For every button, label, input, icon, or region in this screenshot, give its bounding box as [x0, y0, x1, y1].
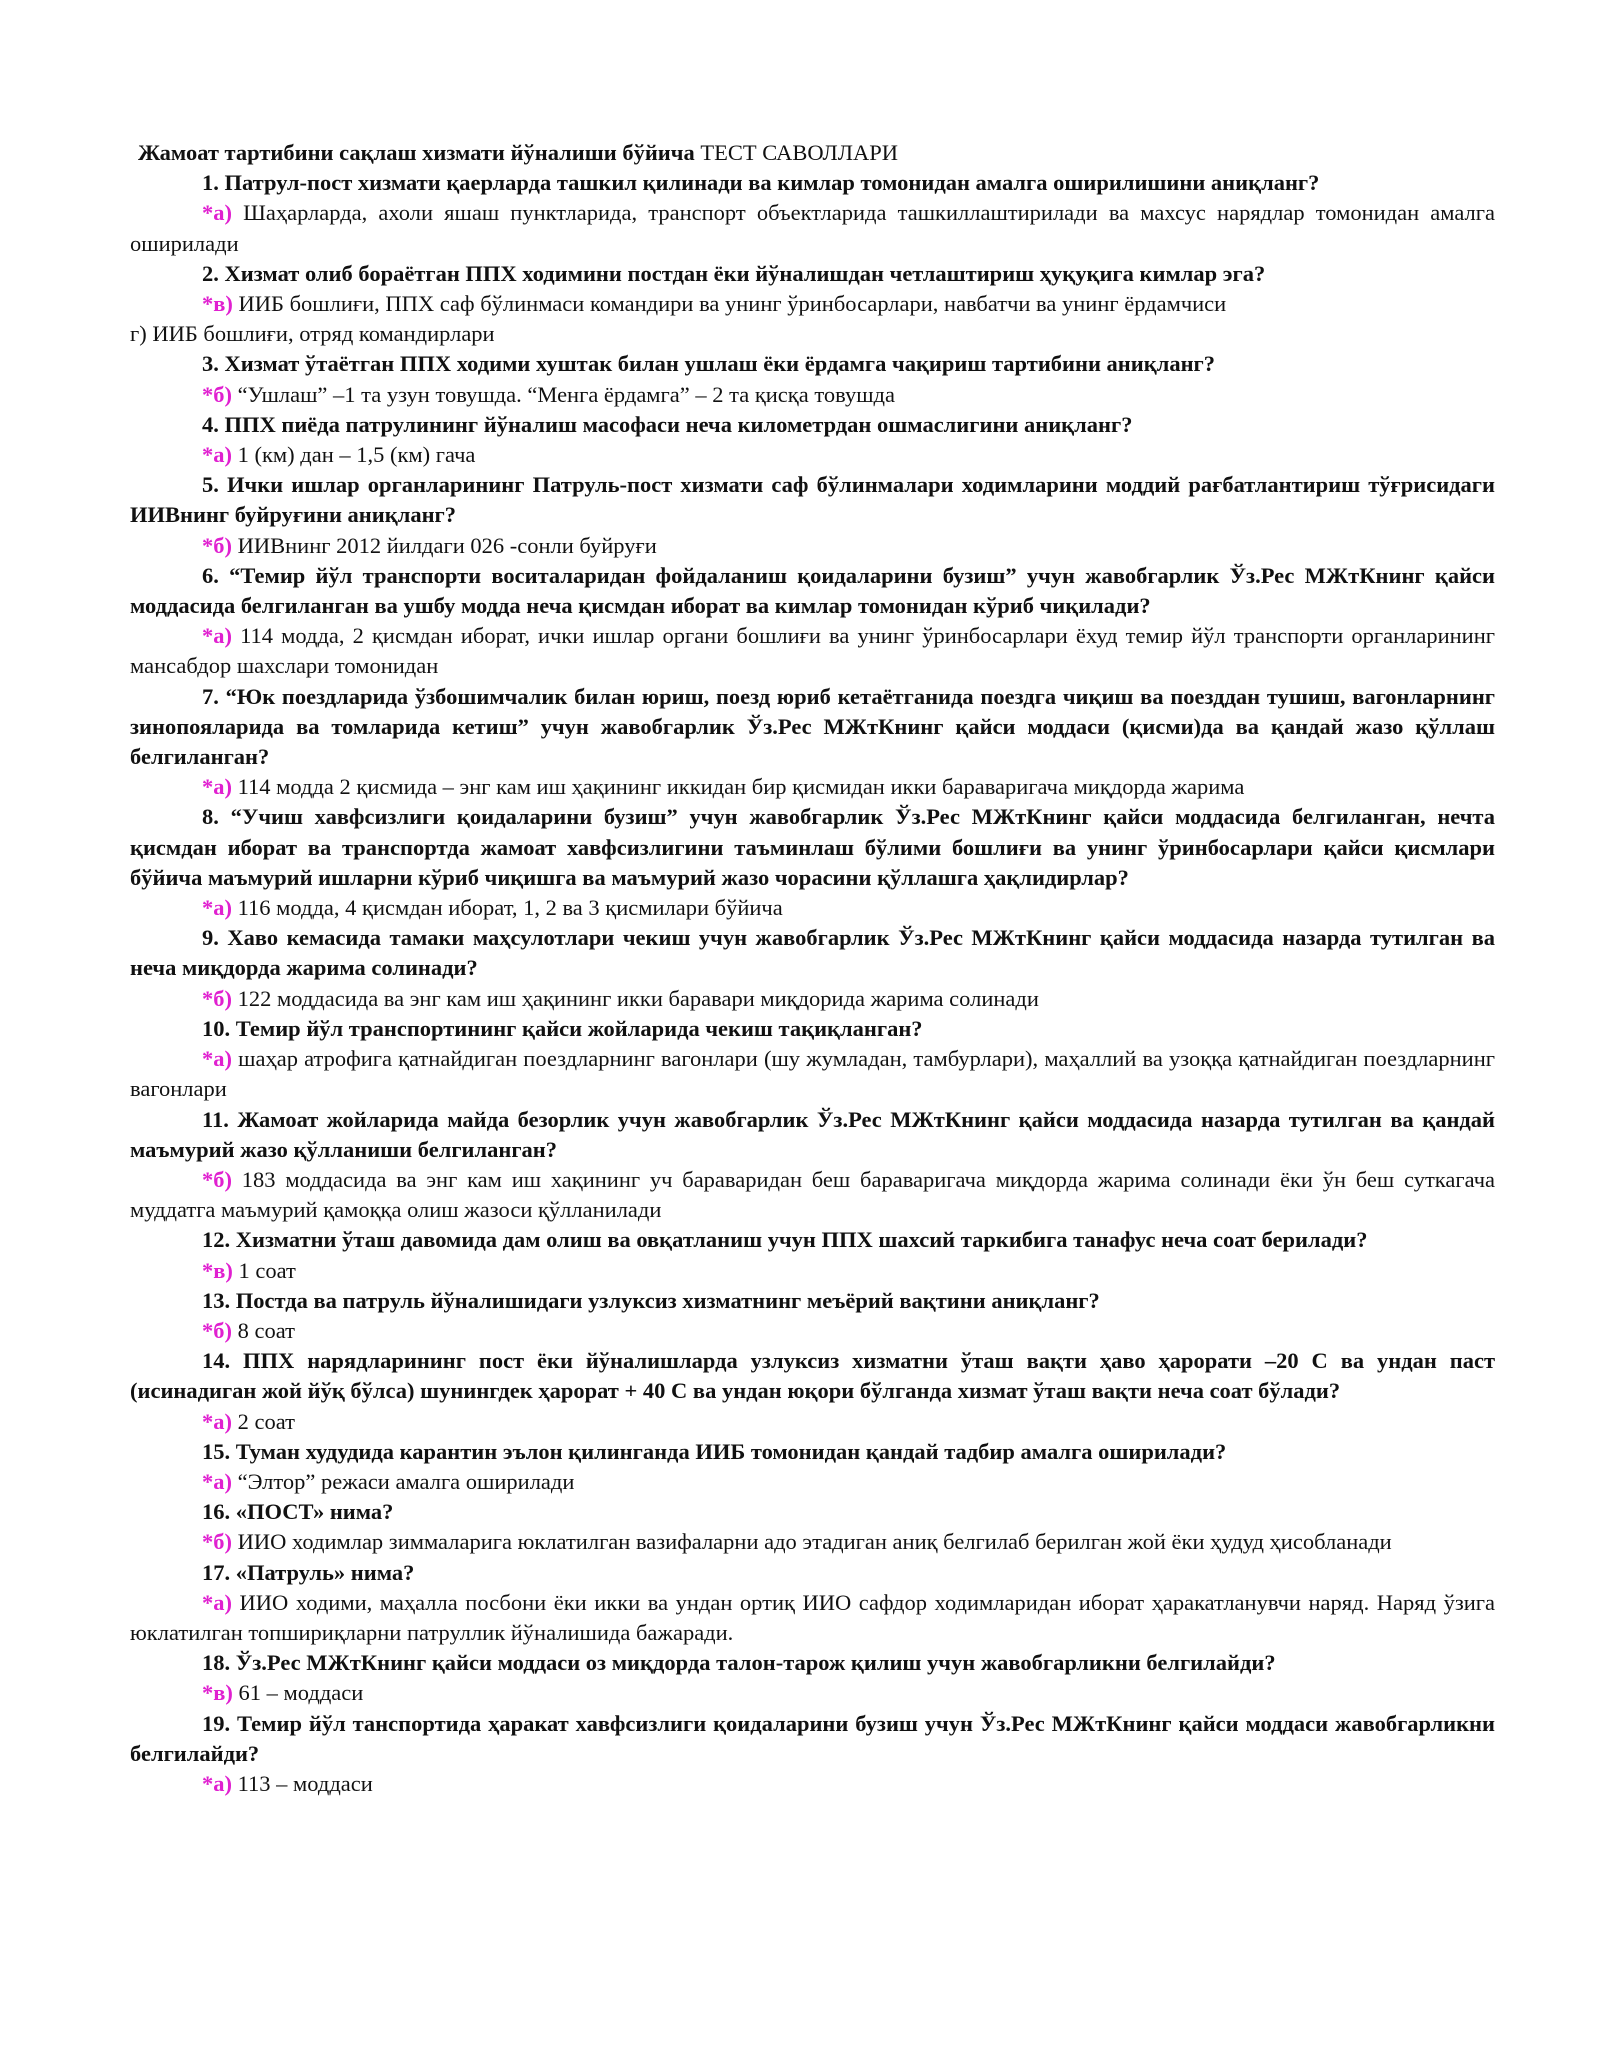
answer-line [130, 380, 1495, 410]
answer-text: 183 моддасида ва энг кам иш хақининг уч бараваридан беш бараваригача миқдорда жарима солинади ёки ўн беш суткагача муддатга маъмурий қамоққа олиш жазоси қўлланилади [130, 1166, 1495, 1223]
answer-line [130, 1527, 1495, 1557]
answer-line [130, 1678, 1495, 1708]
answer-text: 8 соат [232, 1317, 295, 1343]
answer-text: 114 модда 2 қисмида – энг кам иш ҳақининг иккидан бир қисмидан икки бараваригача миқдорда жарима [232, 774, 1245, 800]
answer-line [130, 1256, 1495, 1286]
answer-marker: *а) [202, 1770, 232, 1796]
question-text: 5. Ички ишлар органларининг Патруль-пост хизмати саф бўлинмалари ходимларини моддий рағбатлантириш тўғрисидаги ИИВнинг буйруғини аниқланг? [130, 472, 1495, 528]
answer-text: Шаҳарларда, ахоли яшаш пунктларида, транспорт объектларида ташкиллаштирилади ва махсус нарядлар томонидан амалга оширилади [130, 200, 1495, 256]
answer-line [130, 319, 1495, 349]
answer-text: 1 (км) дан – 1,5 (км) гача [232, 442, 476, 468]
answer-marker: *а) [202, 895, 232, 921]
answer-line [130, 1588, 1495, 1648]
answer-marker: *а) [202, 1589, 232, 1615]
answer-marker: *а) [202, 623, 232, 649]
question-text: 8. “Учиш хавфсизлиги қоидаларини бузиш” учун жавобгарлик Ўз.Рес МЖтКнинг қайси моддасида белгиланган, нечта қисмдан иборат ва транспортда жамоат хавфсизлигини таъминлаш бўлими бошлиғи ва унинг ўринбосарлари қайси қисмлари бўйича маъмурий ишларни кўриб чиқишга ва маъмурий жазо чорасини қўллашга ҳақлидирлар? [130, 804, 1495, 890]
answer-marker: *б) [202, 1317, 232, 1343]
question-text: 1. Патрул-пост хизмати қаерларда ташкил қилинади ва кимлар томонидан амалга оширилишини аниқланг? [202, 170, 1320, 196]
question-text: 15. Туман худудида карантин эълон қилинганда ИИБ томонидан қандай тадбир амалга оширилади? [202, 1438, 1227, 1464]
answer-marker: *б) [202, 1529, 232, 1555]
answer-line [130, 1769, 1495, 1799]
answer-text: ИИО ходимлар зиммаларига юклатилган вазифаларни адо этадиган аниқ белгилаб берилган жой ёки ҳудуд ҳисобланади [232, 1529, 1392, 1555]
answer-text: ИИО ходими, маҳалла посбони ёки икки ва ундан ортиқ ИИО сафдор ходимларидан иборат ҳаракатланувчи наряд. Наряд ўзига юклатилган топшириқларни патруллик йўналишида бажаради. [130, 1589, 1495, 1645]
answer-line [130, 1407, 1495, 1437]
title-rest: ТЕСТ САВОЛЛАРИ [694, 140, 898, 165]
answer-line [130, 893, 1495, 923]
answer-text: “Элтор” режаси амалга оширилади [232, 1468, 575, 1494]
answer-line [130, 772, 1495, 802]
answer-marker: *б) [202, 381, 232, 407]
question-text: 14. ППХ нарядларининг пост ёки йўналишларда узлуксиз хизматни ўташ вақти ҳаво ҳарорати –20 С ва ундан паст (исинадиган жой йўқ бўлса) шунингдек ҳарорат + 40 С ва ундан юқори бўлганда хизмат ўташ вақти неча соат бўлади? [130, 1348, 1495, 1404]
question-text: 17. «Патруль» нима? [202, 1559, 415, 1585]
answer-marker: *а) [202, 200, 232, 226]
answer-text: 114 модда, 2 қисмдан иборат, ички ишлар органи бошлиғи ва унинг ўринбосарлари ёхуд темир йўл транспорти органларининг мансабдор шахслари томонидан [130, 623, 1495, 679]
answer-line [130, 198, 1495, 258]
answer-line [130, 440, 1495, 470]
answer-text: “Ушлаш” –1 та узун товушда. “Менга ёрдамга” – 2 та қисқа товушда [232, 381, 895, 407]
answer-marker: *в) [202, 1680, 233, 1706]
answer-marker: *а) [202, 1408, 232, 1434]
answer-marker: *а) [202, 1046, 232, 1072]
answer-marker: *а) [202, 1468, 232, 1494]
question-text: 12. Хизматни ўташ давомида дам олиш ва овқатланиш учун ППХ шахсий таркибига танафус неча соат берилади? [202, 1227, 1368, 1253]
answer-marker: *б) [202, 532, 232, 558]
answer-text: 113 – моддаси [232, 1770, 373, 1796]
question-text: 3. Хизмат ўтаётган ППХ ходими хуштак билан ушлаш ёки ёрдамга чақириш тартибини аниқланг? [202, 351, 1216, 377]
answer-line [130, 1165, 1495, 1225]
answer-marker: *а) [202, 774, 232, 800]
question-text: 9. Хаво кемасида тамаки маҳсулотлари чекиш учун жавобгарлик Ўз.Рес МЖтКнинг қайси моддасида назарда тутилган ва неча миқдорда жарима солинади? [130, 925, 1495, 981]
question-text: 18. Ўз.Рес МЖтКнинг қайси моддаси оз миқдорда талон-тарож қилиш учун жавобгарликни белгилайди? [202, 1650, 1276, 1676]
answer-line [130, 1467, 1495, 1497]
question-text: 13. Постда ва патруль йўналишидаги узлуксиз хизматнинг меъёрий вақтини аниқланг? [202, 1287, 1100, 1313]
answer-text: ИИВнинг 2012 йилдаги 026 -сонли буйруғи [232, 532, 657, 558]
answer-line [130, 1044, 1495, 1104]
answer-text: 1 соат [232, 1257, 296, 1283]
question-text: 19. Темир йўл танспортида ҳаракат хавфсизлиги қоидаларини бузиш учун Ўз.Рес МЖтКнинг қайси моддаси жавобгарликни белгилайди? [130, 1710, 1495, 1766]
question-text: 11. Жамоат жойларида майда безорлик учун жавобгарлик Ўз.Рес МЖтКнинг қайси моддасида назарда тутилган ва қандай маъмурий жазо қўлланиши белгиланган? [130, 1106, 1495, 1162]
answer-marker: *б) [202, 1166, 232, 1192]
question-text: 16. «ПОСТ» нима? [202, 1499, 394, 1525]
question-text: 4. ППХ пиёда патрулининг йўналиш масофаси неча километрдан ошмаслигини аниқланг? [202, 411, 1133, 437]
answer-line [130, 984, 1495, 1014]
answer-line [130, 531, 1495, 561]
answer-marker: *а) [202, 442, 232, 468]
answer-line [130, 1316, 1495, 1346]
question-text: 6. “Темир йўл транспорти воситаларидан фойдаланиш қоидаларини бузиш” учун жавобгарлик Ўз.Рес МЖтКнинг қайси моддасида белгиланган ва ушбу модда неча қисмдан иборат ва кимлар томонидан кўриб чиқилади? [130, 562, 1495, 619]
answer-text: ИИБ бошлиғи, ППХ саф бўлинмаси командири ва унинг ўринбосарлари, навбатчи ва унинг ёрдамчиси [232, 291, 1227, 317]
answer-line [130, 621, 1495, 681]
answer-marker: *б) [202, 985, 232, 1011]
answer-text: 61 – моддаси [232, 1680, 364, 1706]
document-page [130, 138, 1495, 1799]
answer-marker: *в) [202, 291, 233, 317]
answer-text: 122 моддасида ва энг кам иш ҳақининг икки баравари миқдорида жарима солинади [232, 985, 1039, 1011]
question-text: 10. Темир йўл транспортининг қайси жойларида чекиш тақиқланган? [202, 1015, 923, 1041]
document-title [138, 138, 1495, 168]
answer-line [130, 289, 1495, 319]
question-list [130, 168, 1495, 1799]
question-text: 2. Хизмат олиб бораётган ППХ ходимини постдан ёки йўналишдан четлаштириш ҳуқуқига кимлар эга? [202, 260, 1266, 286]
answer-text: шаҳар атрофига қатнайдиган поездларнинг вагонлари (шу жумладан, тамбурлари), маҳаллий ва узоққа қатнайдиган поездларнинг вагонлари [130, 1046, 1495, 1102]
answer-text: 2 соат [232, 1408, 295, 1434]
answer-marker: *в) [202, 1257, 233, 1283]
title-bold: Жамоат тартибини сақлаш хизмати йўналиши бўйича [138, 140, 695, 165]
answer-text: 116 модда, 4 қисмдан иборат, 1, 2 ва 3 қисмилари бўйича [232, 895, 783, 921]
answer-text: г) ИИБ бошлиғи, отряд командирлари [130, 321, 495, 347]
question-text: 7. “Юк поездларида ўзбошимчалик билан юриш, поезд юриб кетаётганида поездга чиқиш ва поезддан тушиш, вагонларнинг зинопояларида ва томларида кетиш” учун жавобгарлик Ўз.Рес МЖтКнинг қайси моддаси (қисми)да ва қандай жазо қўллаш белгиланган? [130, 683, 1495, 770]
